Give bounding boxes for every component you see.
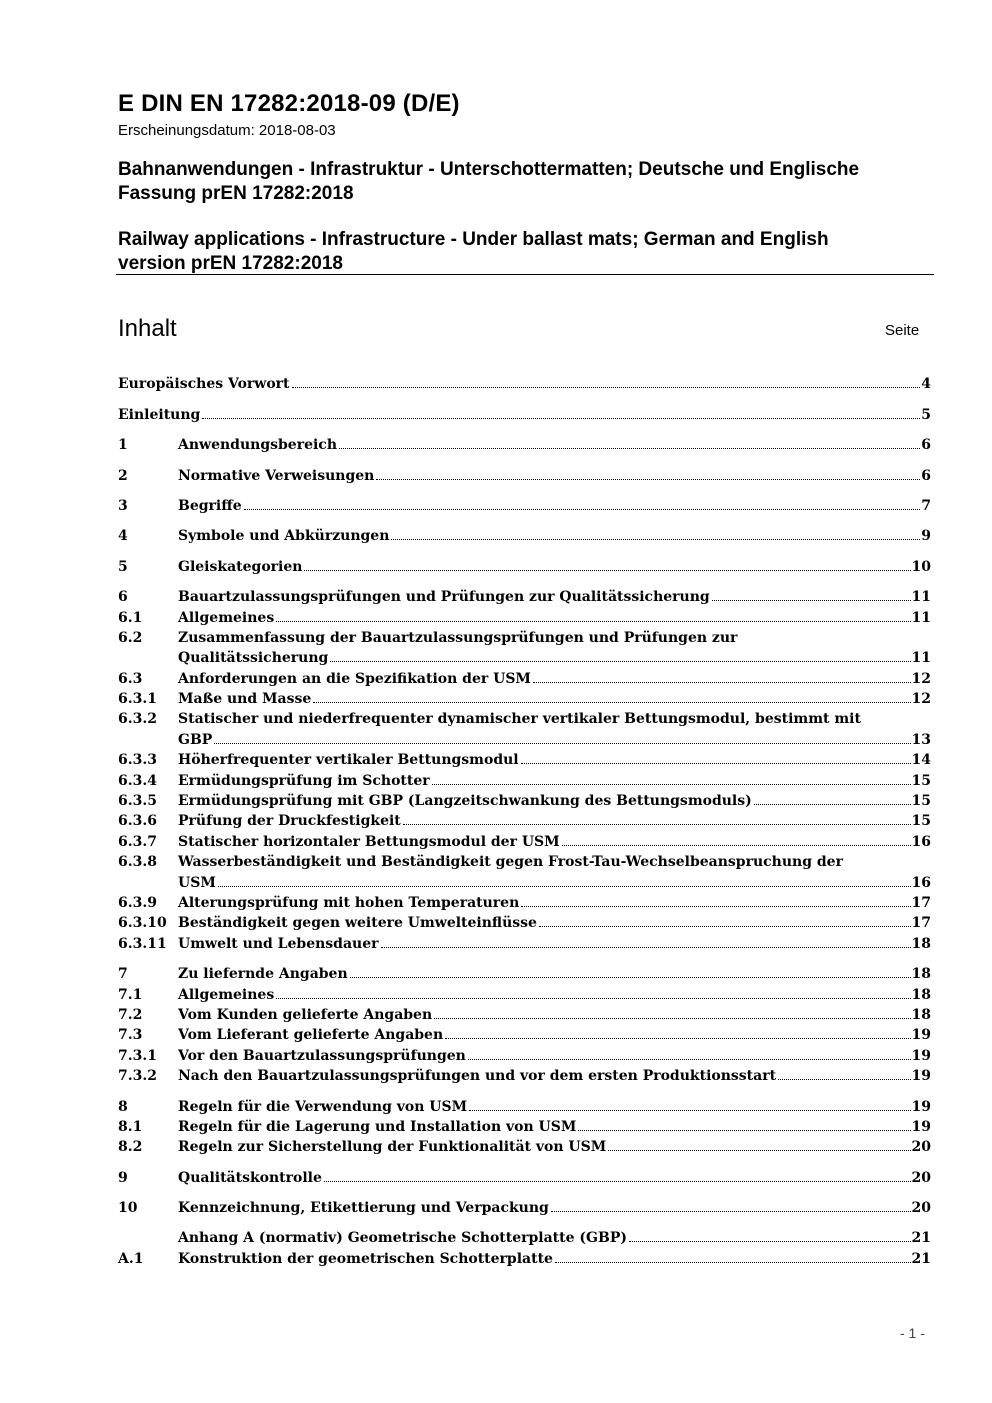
toc-entry-number: 7.1 bbox=[118, 986, 143, 1003]
toc-entry-page: 6 bbox=[921, 467, 931, 484]
toc-entry[interactable] bbox=[118, 850, 931, 891]
dot-leader bbox=[551, 1211, 911, 1212]
toc-entry-page: 20 bbox=[911, 1139, 931, 1156]
toc-entry-title: Beständigkeit gegen weitere Umwelteinflüsse bbox=[178, 915, 537, 932]
toc-entry-title: Konstruktion der geometrischen Schotterplatte bbox=[178, 1250, 553, 1267]
toc-entry[interactable] bbox=[118, 911, 931, 931]
toc-entry-line bbox=[118, 524, 931, 544]
toc-entry[interactable] bbox=[118, 626, 931, 667]
dot-leader bbox=[539, 926, 911, 927]
toc-entry-title: Prüfung der Druckfestigkeit bbox=[178, 813, 401, 830]
toc-entry-number: 2 bbox=[118, 467, 128, 484]
toc-entry[interactable] bbox=[118, 1196, 931, 1216]
dot-leader bbox=[521, 763, 911, 764]
toc-entry-title: Kennzeichnung, Etikettierung und Verpackung bbox=[178, 1200, 549, 1217]
toc-entry-line bbox=[118, 789, 931, 809]
dot-leader bbox=[339, 448, 920, 449]
toc-entry-title: Ermüdungsprüfung im Schotter bbox=[178, 772, 430, 789]
toc-entry-title-continued: Qualitätssicherung bbox=[178, 650, 329, 667]
toc-entry[interactable] bbox=[118, 463, 931, 483]
toc-entry-line bbox=[118, 809, 931, 829]
dot-leader bbox=[712, 600, 911, 601]
toc-entry-number: 3 bbox=[118, 497, 128, 514]
toc-entry-page: 15 bbox=[911, 813, 931, 830]
toc-entry-title: Symbole und Abkürzungen bbox=[178, 528, 390, 545]
toc-entry-number: 6.3 bbox=[118, 670, 143, 687]
toc-entry-page: 5 bbox=[921, 406, 931, 423]
toc-entry-number: 7.3.2 bbox=[118, 1068, 157, 1085]
toc-entry[interactable] bbox=[118, 554, 931, 574]
toc-entry-number: 8.1 bbox=[118, 1118, 143, 1135]
toc-entry-number: 6 bbox=[118, 589, 128, 606]
toc-entry-title: Wasserbeständigkeit und Beständigkeit gegen Frost-Tau-Wechselbeanspruchung der bbox=[178, 854, 843, 871]
toc-entry-line bbox=[118, 727, 931, 747]
toc-entry-number: 6.3.3 bbox=[118, 752, 157, 769]
toc-entry-title: Umwelt und Lebensdauer bbox=[178, 935, 379, 952]
toc-entry-title: Ermüdungsprüfung mit GBP (Langzeitschwankung des Bettungsmoduls) bbox=[178, 793, 752, 810]
toc-entry-page: 18 bbox=[911, 935, 931, 952]
toc-entry-line bbox=[118, 1094, 931, 1114]
toc-entry-line bbox=[118, 1003, 931, 1023]
page-column-label: Seite bbox=[885, 322, 920, 339]
toc-entry-page: 17 bbox=[911, 894, 931, 911]
toc-entry-number: 6.1 bbox=[118, 609, 143, 626]
toc-entry-number: 6.3.6 bbox=[118, 813, 157, 830]
toc-heading: Inhalt bbox=[118, 315, 177, 342]
dot-leader bbox=[562, 845, 911, 846]
dot-leader bbox=[202, 418, 920, 419]
toc-entry-page: 19 bbox=[911, 1068, 931, 1085]
toc-entry-page: 21 bbox=[911, 1250, 931, 1267]
toc-entry-title: Qualitätskontrolle bbox=[178, 1169, 322, 1186]
toc-entry-line bbox=[118, 402, 931, 422]
toc-entry[interactable] bbox=[118, 891, 931, 911]
toc-entry-title: Anwendungsbereich bbox=[178, 437, 337, 454]
toc-entry-line bbox=[118, 707, 931, 727]
toc-entry[interactable] bbox=[118, 962, 931, 982]
toc-entry-line bbox=[118, 585, 931, 605]
title-english bbox=[118, 228, 918, 276]
toc-entry-number: 5 bbox=[118, 558, 128, 575]
toc-entry-title: Statischer horizontaler Bettungsmodul der USM bbox=[178, 833, 560, 850]
toc-entry-line bbox=[118, 891, 931, 911]
dot-leader bbox=[381, 947, 911, 948]
toc-entry-page: 19 bbox=[911, 1047, 931, 1064]
page-number: - 1 - bbox=[900, 1325, 925, 1341]
toc-entry-page: 21 bbox=[911, 1230, 931, 1247]
toc-entry[interactable] bbox=[118, 1043, 931, 1063]
toc-entry-line bbox=[118, 666, 931, 686]
toc-entry-title: Maße und Masse bbox=[178, 691, 312, 708]
toc-entry-title: Regeln für die Verwendung von USM bbox=[178, 1098, 468, 1115]
toc-entry-number: 7 bbox=[118, 966, 128, 983]
toc-entry[interactable] bbox=[118, 1226, 931, 1246]
title-german-line-1: Bahnanwendungen - Infrastruktur - Unterschottermatten; Deutsche und Englische bbox=[118, 159, 860, 180]
toc-entry-number: 6.3.10 bbox=[118, 915, 167, 932]
toc-entry[interactable] bbox=[118, 402, 931, 422]
toc-entry-page: 12 bbox=[911, 691, 931, 708]
toc-entry-line bbox=[118, 748, 931, 768]
toc-entry-number: 6.3.8 bbox=[118, 854, 157, 871]
toc-entry-number: 7.2 bbox=[118, 1006, 143, 1023]
toc-entry-line bbox=[118, 1115, 931, 1135]
toc-entry-number: 6.3.9 bbox=[118, 894, 157, 911]
toc-entry[interactable] bbox=[118, 1023, 931, 1043]
dot-leader bbox=[445, 1038, 910, 1039]
dot-leader bbox=[521, 906, 910, 907]
toc-entry-title: Vom Lieferant gelieferte Angaben bbox=[178, 1027, 444, 1044]
toc-entry-line bbox=[118, 1165, 931, 1185]
toc-entry[interactable] bbox=[118, 687, 931, 707]
toc-entry-number: 6.3.7 bbox=[118, 833, 157, 850]
toc-entry-page: 19 bbox=[911, 1027, 931, 1044]
toc-entry[interactable] bbox=[118, 1064, 931, 1084]
toc-entry-page: 10 bbox=[911, 558, 931, 575]
toc-entry[interactable] bbox=[118, 982, 931, 1002]
toc-entry[interactable] bbox=[118, 748, 931, 768]
dot-leader bbox=[469, 1110, 910, 1111]
toc-entry-page: 12 bbox=[911, 670, 931, 687]
toc-entry-title-continued: USM bbox=[178, 874, 216, 891]
toc-entry-line bbox=[118, 1064, 931, 1084]
toc-entry-line bbox=[118, 1023, 931, 1043]
toc-entry-page: 15 bbox=[911, 772, 931, 789]
toc-entry-line bbox=[118, 911, 931, 931]
toc-entry[interactable] bbox=[118, 524, 931, 544]
toc-entry-title: Allgemeines bbox=[178, 986, 275, 1003]
toc-entry[interactable] bbox=[118, 768, 931, 788]
toc-entry-page: 14 bbox=[911, 752, 931, 769]
dot-leader bbox=[629, 1241, 911, 1242]
toc-entry-page: 18 bbox=[911, 1006, 931, 1023]
toc-entry-page: 18 bbox=[911, 966, 931, 983]
toc-entry-line bbox=[118, 982, 931, 1002]
toc-entry[interactable] bbox=[118, 931, 931, 951]
toc-entry[interactable] bbox=[118, 605, 931, 625]
standard-number: E DIN EN 17282:2018-09 (D/E) bbox=[118, 90, 460, 117]
toc-entry-line bbox=[118, 829, 931, 849]
toc-entry-page: 18 bbox=[911, 986, 931, 1003]
toc-entry-line bbox=[118, 870, 931, 890]
toc-entry[interactable] bbox=[118, 829, 931, 849]
toc-entry-line bbox=[118, 931, 931, 951]
toc-entry-title: Alterungsprüfung mit hohen Temperaturen bbox=[178, 894, 520, 911]
toc-entry-page: 4 bbox=[921, 376, 931, 393]
dot-leader bbox=[276, 621, 910, 622]
toc-entry-line bbox=[118, 626, 931, 646]
dot-leader bbox=[292, 387, 921, 388]
toc-entry-page: 16 bbox=[911, 833, 931, 850]
toc-entry-line bbox=[118, 1135, 931, 1155]
toc-entry-number: 6.2 bbox=[118, 629, 143, 646]
dot-leader bbox=[468, 1059, 911, 1060]
dot-leader bbox=[533, 682, 911, 683]
toc-entry-number: 8 bbox=[118, 1098, 128, 1115]
dot-leader bbox=[376, 479, 920, 480]
dot-leader bbox=[304, 570, 910, 571]
toc-entry-title: Normative Verweisungen bbox=[178, 467, 375, 484]
dot-leader bbox=[578, 1130, 910, 1131]
header-divider bbox=[116, 274, 934, 275]
toc-entry-page: 20 bbox=[911, 1169, 931, 1186]
dot-leader bbox=[608, 1150, 910, 1151]
dot-leader bbox=[330, 661, 910, 662]
toc-entry-number: 9 bbox=[118, 1169, 128, 1186]
toc-entry[interactable] bbox=[118, 1094, 931, 1114]
toc-entry-number: 7.3.1 bbox=[118, 1047, 157, 1064]
toc-entry[interactable] bbox=[118, 789, 931, 809]
toc-entry-line bbox=[118, 1226, 931, 1246]
toc-entry-line bbox=[118, 1196, 931, 1216]
toc-entry-page: 19 bbox=[911, 1098, 931, 1115]
publication-date: Erscheinungsdatum: 2018-08-03 bbox=[118, 122, 336, 139]
toc-entry-title: Regeln für die Lagerung und Installation von USM bbox=[178, 1118, 577, 1135]
toc-entry[interactable] bbox=[118, 585, 931, 605]
toc-entry-number: 6.3.2 bbox=[118, 711, 157, 728]
dot-leader bbox=[313, 702, 910, 703]
toc-entry-title: Regeln zur Sicherstellung der Funktionalität von USM bbox=[178, 1139, 607, 1156]
toc-entry-number: 6.3.1 bbox=[118, 691, 157, 708]
dot-leader bbox=[214, 743, 910, 744]
toc-entry-page: 13 bbox=[911, 731, 931, 748]
table-of-contents bbox=[118, 372, 931, 1267]
toc-entry[interactable] bbox=[118, 494, 931, 514]
toc-entry-page: 17 bbox=[911, 915, 931, 932]
toc-entry[interactable] bbox=[118, 372, 931, 392]
toc-entry-number: 8.2 bbox=[118, 1139, 143, 1156]
dot-leader bbox=[432, 784, 911, 785]
toc-entry-line bbox=[118, 646, 931, 666]
toc-entry-line bbox=[118, 768, 931, 788]
dot-leader bbox=[555, 1262, 911, 1263]
toc-entry-page: 19 bbox=[911, 1118, 931, 1135]
dot-leader bbox=[391, 539, 920, 540]
toc-entry-title: Nach den Bauartzulassungsprüfungen und vor dem ersten Produktionsstart bbox=[178, 1068, 777, 1085]
toc-entry-title: Zusammenfassung der Bauartzulassungsprüfungen und Prüfungen zur bbox=[178, 629, 738, 646]
toc-entry-title: Gleiskategorien bbox=[178, 558, 303, 575]
toc-entry-page: 11 bbox=[911, 609, 931, 626]
toc-entry-line bbox=[118, 687, 931, 707]
toc-entry-number: 6.3.11 bbox=[118, 935, 167, 952]
toc-entry-number: 10 bbox=[118, 1200, 138, 1217]
toc-entry-line bbox=[118, 494, 931, 514]
toc-entry-title: Anhang A (normativ) Geometrische Schotterplatte (GBP) bbox=[178, 1230, 627, 1247]
toc-entry[interactable] bbox=[118, 1165, 931, 1185]
toc-entry-number: 6.3.5 bbox=[118, 793, 157, 810]
toc-entry[interactable] bbox=[118, 433, 931, 453]
toc-entry-page: 6 bbox=[921, 437, 931, 454]
toc-entry[interactable] bbox=[118, 666, 931, 686]
toc-entry-title: Europäisches Vorwort bbox=[118, 376, 290, 393]
toc-entry-page: 15 bbox=[911, 793, 931, 810]
toc-entry-title: Anforderungen an die Spezifikation der USM bbox=[178, 670, 531, 687]
toc-entry-line bbox=[118, 605, 931, 625]
dot-leader bbox=[218, 886, 911, 887]
toc-entry-number: 6.3.4 bbox=[118, 772, 157, 789]
toc-entry-title: Einleitung bbox=[118, 406, 201, 423]
toc-entry-line bbox=[118, 850, 931, 870]
toc-entry-title: Zu liefernde Angaben bbox=[178, 966, 348, 983]
toc-entry-page: 11 bbox=[911, 650, 931, 667]
title-german-line-2: Fassung prEN 17282:2018 bbox=[118, 183, 354, 204]
toc-entry-title: Begriffe bbox=[178, 497, 242, 514]
dot-leader bbox=[276, 998, 910, 999]
toc-entry-line bbox=[118, 372, 931, 392]
dot-leader bbox=[434, 1018, 910, 1019]
toc-entry[interactable] bbox=[118, 1135, 931, 1155]
title-english-line-1: Railway applications - Infrastructure - Under ballast mats; German and English bbox=[118, 229, 829, 250]
dot-leader bbox=[403, 824, 911, 825]
toc-entry-page: 16 bbox=[911, 874, 931, 891]
title-german bbox=[118, 158, 918, 206]
toc-entry-page: 9 bbox=[921, 528, 931, 545]
toc-entry[interactable] bbox=[118, 809, 931, 829]
toc-entry-number: 4 bbox=[118, 528, 128, 545]
toc-entry-number: 7.3 bbox=[118, 1027, 143, 1044]
toc-entry-title: Höherfrequenter vertikaler Bettungsmodul bbox=[178, 752, 519, 769]
toc-entry[interactable] bbox=[118, 1003, 931, 1023]
toc-entry-line bbox=[118, 962, 931, 982]
toc-entry-number: 1 bbox=[118, 437, 128, 454]
dot-leader bbox=[778, 1079, 910, 1080]
toc-entry[interactable] bbox=[118, 1246, 931, 1266]
toc-entry-line bbox=[118, 463, 931, 483]
toc-entry-page: 20 bbox=[911, 1200, 931, 1217]
toc-entry-line bbox=[118, 554, 931, 574]
toc-entry-number: A.1 bbox=[118, 1250, 144, 1267]
toc-entry-page: 7 bbox=[921, 497, 931, 514]
dot-leader bbox=[324, 1181, 911, 1182]
toc-entry-title: Vom Kunden gelieferte Angaben bbox=[178, 1006, 433, 1023]
toc-entry-title: Statischer und niederfrequenter dynamischer vertikaler Bettungsmodul, bestimmt mit bbox=[178, 711, 861, 728]
toc-entry-line bbox=[118, 1043, 931, 1063]
toc-entry[interactable] bbox=[118, 1115, 931, 1135]
toc-entry-title-continued: GBP bbox=[178, 731, 213, 748]
toc-entry-title: Vor den Bauartzulassungsprüfungen bbox=[178, 1047, 466, 1064]
toc-entry-line bbox=[118, 1246, 931, 1266]
dot-leader bbox=[350, 977, 911, 978]
toc-entry-line bbox=[118, 433, 931, 453]
dot-leader bbox=[754, 804, 911, 805]
toc-entry-title: Bauartzulassungsprüfungen und Prüfungen zur Qualitätssicherung bbox=[178, 589, 710, 606]
title-english-line-2: version prEN 17282:2018 bbox=[118, 253, 343, 274]
dot-leader bbox=[244, 509, 921, 510]
toc-entry-page: 11 bbox=[911, 589, 931, 606]
toc-entry[interactable] bbox=[118, 707, 931, 748]
toc-entry-title: Allgemeines bbox=[178, 609, 275, 626]
